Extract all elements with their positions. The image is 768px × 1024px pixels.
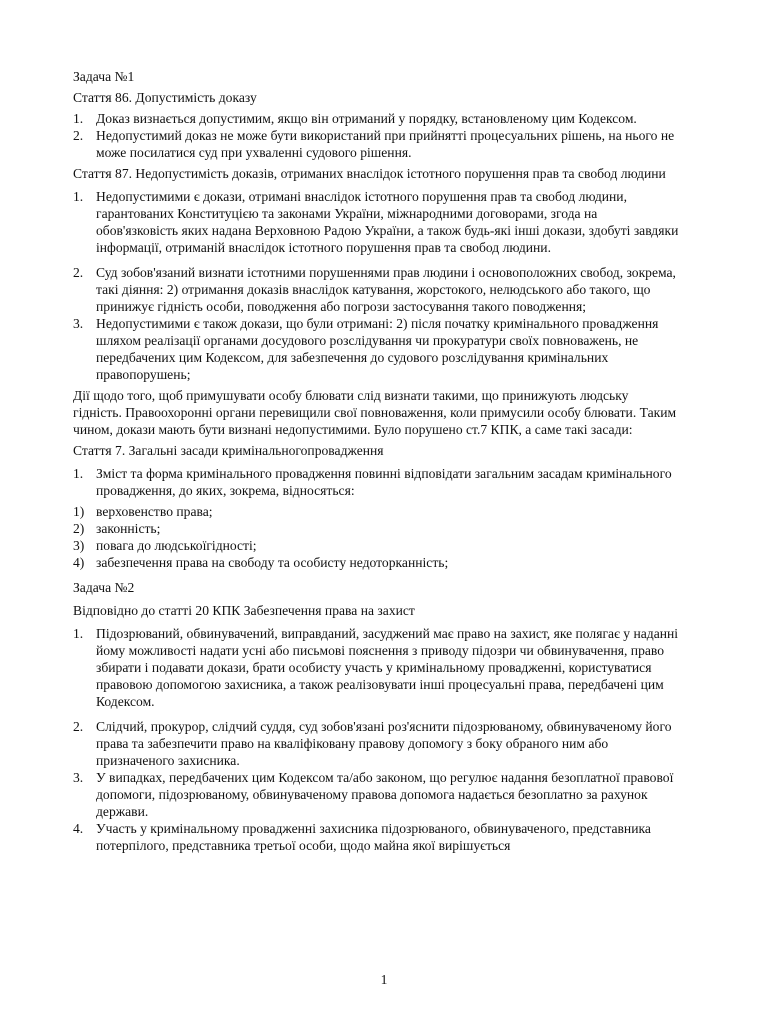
page-number: 1 [380, 972, 388, 987]
article-87-list [73, 188, 679, 383]
list-item [73, 769, 679, 820]
list-item [73, 264, 679, 315]
list-item-text: Слідчий, прокурор, слідчий суддя, суд зобов'язані роз'яснити підозрюваному, обвинуваченому його права та забезпечити право на кваліфіковану правову допомогу з боку обраного ним або призначеного захисника. [96, 719, 672, 768]
list-item-text: Зміст та форма кримінального провадження повинні відповідати загальним засадам кримінального провадження, до яких, зокрема, відносяться: [96, 466, 672, 498]
list-marker: 1. [73, 466, 84, 481]
list-marker: 1) [73, 504, 85, 519]
list-item [73, 503, 679, 520]
list-item-text: верховенство права; [96, 504, 213, 519]
list-item [73, 315, 679, 383]
document-body [73, 68, 679, 854]
article-20-list [73, 625, 679, 854]
article-20-title: Відповідно до статті 20 КПК Забезпечення права на захист [73, 603, 415, 618]
article-7-list [73, 465, 679, 499]
list-item [73, 110, 679, 127]
list-item-text: законність; [96, 521, 161, 536]
list-marker: 2. [73, 265, 84, 280]
list-marker: 4. [73, 821, 84, 836]
list-item-text: повага до людськоїгідності; [96, 538, 257, 553]
article-7-principles-list [73, 503, 679, 571]
list-item [73, 520, 679, 537]
list-item [73, 625, 679, 710]
article-86-title: Стаття 86. Допустимість доказу [73, 90, 257, 105]
list-item [73, 127, 679, 161]
article-87-title: Стаття 87. Недопустимість доказів, отриманих внаслідок істотного порушення прав та свобод людини [73, 166, 666, 181]
list-item-text: Участь у кримінальному провадженні захисника підозрюваного, обвинуваченого, представника потерпілого, представника третьої особи, щодо майна якої вирішується [96, 821, 651, 853]
list-marker: 2) [73, 521, 85, 536]
list-marker: 3) [73, 538, 85, 553]
list-item [73, 465, 679, 499]
list-item-text: Недопустимими є докази, отримані внаслідок істотного порушення прав та свобод людини, гарантованих Конституцією та законами України, міжнародними договорами, згода на обов'язковість яких надана Верховною Радою України, а також будь-які інші докази, здобуті завдяки інформації, отриманій внаслідок істотного порушення прав та свобод людини. [96, 189, 679, 255]
list-item-text: Підозрюваний, обвинувачений, виправданий, засуджений має право на захист, яке полягає у наданні йому можливості надати усні або письмові пояснення з приводу підозри чи обвинувачення, право збирати і подавати докази, брати особисту участь у кримінальному провадженні, користуватися правовою допомогою захисника, а також реалізовувати інші процесуальні права, передбачені цим Кодексом. [96, 626, 679, 709]
list-item-text: забезпечення права на свободу та особисту недоторканність; [96, 555, 449, 570]
list-marker: 1. [73, 626, 84, 641]
list-item-text: Недопустимими є також докази, що були отримані: 2) після початку кримінального провадження шляхом реалізації органами досудового розслідування чи прокуратури своїх повноважень, не передбачених цим Кодексом, для забезпечення до судового розслідування кримінальних правопорушень; [96, 316, 659, 382]
list-marker: 2. [73, 128, 84, 143]
list-marker: 2. [73, 719, 84, 734]
task1-conclusion: Дії щодо того, щоб примушувати особу блювати слід визнати такими, що принижують людську гідність. Правоохоронні органи перевищили свої повноваження, коли примусили особу блювати. Таким чином, докази мають бути визнані недопустимими. Було порушено ст.7 КПК, а саме такі засади: [73, 388, 677, 437]
task2-heading: Задача №2 [73, 580, 135, 595]
list-marker: 1. [73, 111, 84, 126]
article-86-list [73, 110, 679, 161]
list-marker: 1. [73, 189, 84, 204]
list-item [73, 188, 679, 256]
list-marker: 3. [73, 770, 84, 785]
article-7-title: Стаття 7. Загальні засади кримінальногопровадження [73, 443, 384, 458]
list-item [73, 718, 679, 769]
list-item-text: У випадках, передбачених цим Кодексом та/або законом, що регулює надання безоплатної правової допомоги, підозрюваному, обвинуваченому правова допомога надається безоплатно за рахунок держави. [96, 770, 674, 819]
list-item-text: Доказ визнається допустимим, якщо він отриманий у порядку, встановленому цим Кодексом. [96, 111, 637, 126]
list-marker: 4) [73, 555, 85, 570]
list-item-text: Суд зобов'язаний визнати істотними порушеннями прав людини і основоположних свобод, зокрема, такі діяння: 2) отримання доказів внаслідок катування, жорстокого, нелюдського або такого, що принижує гідність особи, поводження або погрози застосування такого поводження; [96, 265, 676, 314]
list-marker: 3. [73, 316, 84, 331]
list-item [73, 537, 679, 554]
list-item [73, 820, 679, 854]
task1-heading: Задача №1 [73, 69, 135, 84]
list-item [73, 554, 679, 571]
list-item-text: Недопустимий доказ не може бути використаний при прийнятті процесуальних рішень, на нього не може посилатися суд при ухваленні судового рішення. [96, 128, 675, 160]
